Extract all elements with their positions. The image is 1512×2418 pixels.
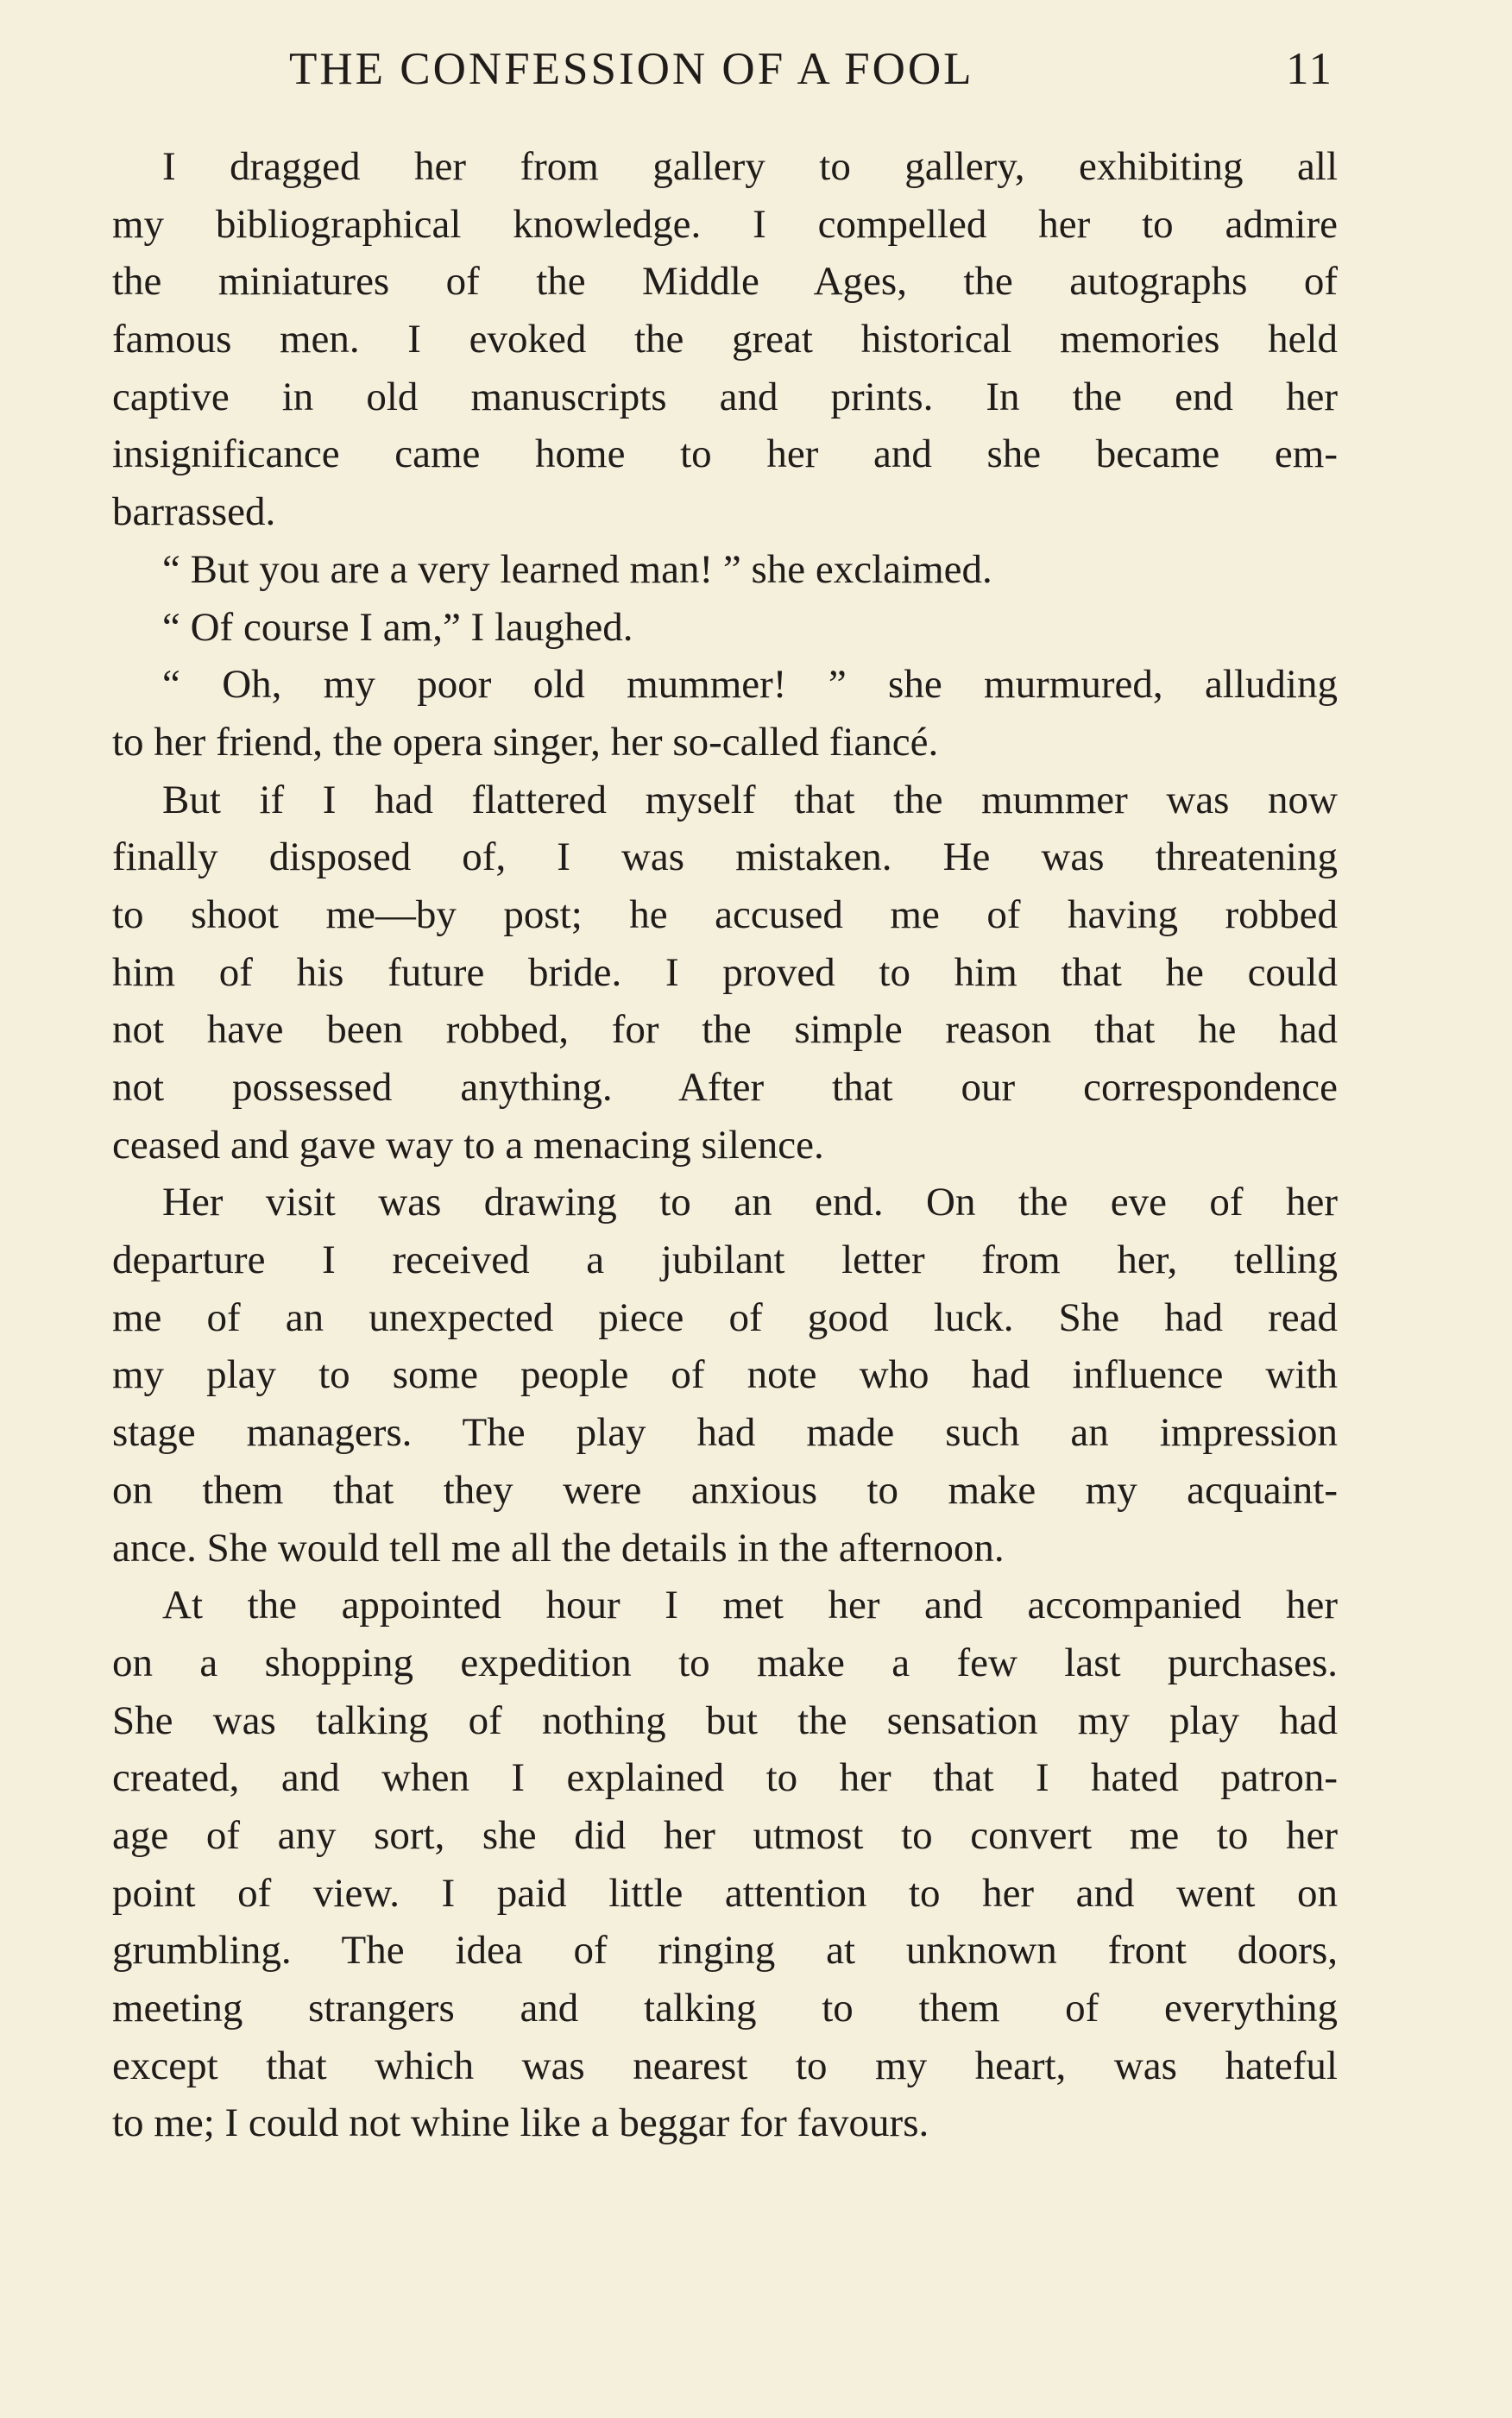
text-line: “ But you are a very learned man! ” she exclaimed.: [162, 546, 992, 592]
text-line: to her friend, the opera singer, her so-called fiancé.: [112, 719, 939, 765]
text-line: stage managers. The play had made such an impression: [112, 1410, 1338, 1456]
text-line: to shoot me—by post; he accused me of having robbed: [112, 891, 1338, 937]
text-line: insignificance came home to her and she became em-: [112, 431, 1338, 477]
text-line: ceased and gave way to a menacing silence.: [112, 1122, 824, 1168]
text-line: captive in old manuscripts and prints. In the end her: [112, 374, 1338, 419]
text-line: age of any sort, she did her utmost to convert me to her: [112, 1812, 1338, 1858]
text-line: meeting strangers and talking to them of everything: [112, 1986, 1338, 2031]
text-line: point of view. I paid little attention to her and went on: [112, 1870, 1338, 1916]
running-title: THE CONFESSION OF A FOOL: [289, 44, 974, 94]
text-line: I dragged her from gallery to gallery, exhibiting all: [162, 144, 1338, 189]
text-line: departure I received a jubilant letter from her, telling: [112, 1237, 1338, 1283]
text-line: my bibliographical knowledge. I compelled her to admire: [112, 201, 1338, 247]
text-line: At the appointed hour I met her and accompanied her: [162, 1583, 1338, 1628]
page-number: 11: [1285, 44, 1333, 94]
text-line: on a shopping expedition to make a few last purchases.: [112, 1640, 1338, 1685]
text-line: famous men. I evoked the great historical memories held: [112, 317, 1338, 362]
text-line: Her visit was drawing to an end. On the eve of her: [162, 1180, 1338, 1225]
text-line: me of an unexpected piece of good luck. She had read: [112, 1294, 1338, 1340]
text-line: my play to some people of note who had influence with: [112, 1352, 1338, 1398]
text-line: created, and when I explained to her that I hated patron-: [112, 1755, 1338, 1801]
text-line: “ Of course I am,” I laughed.: [162, 604, 633, 650]
text-line: grumbling. The idea of ringing at unknown front doors,: [112, 1928, 1338, 1974]
text-line: to me; I could not whine like a beggar for favours.: [112, 2100, 929, 2146]
text-line: She was talking of nothing but the sensation my play had: [112, 1697, 1338, 1743]
body-text: [112, 138, 1338, 2152]
running-head: [289, 43, 1333, 112]
text-line: But if I had flattered myself that the mummer was now: [162, 777, 1338, 822]
text-line: not possessed anything. After that our correspondence: [112, 1065, 1338, 1110]
text-line: him of his future bride. I proved to him that he could: [112, 949, 1338, 995]
text-line: on them that they were anxious to make my acquaint-: [112, 1467, 1338, 1513]
text-line: except that which was nearest to my heart, was hateful: [112, 2043, 1338, 2088]
text-line: not have been robbed, for the simple reason that he had: [112, 1007, 1338, 1053]
text-line: barrassed.: [112, 489, 276, 535]
text-line: the miniatures of the Middle Ages, the autographs of: [112, 259, 1338, 305]
text-line: ance. She would tell me all the details in the afternoon.: [112, 1525, 1005, 1571]
text-line: finally disposed of, I was mistaken. He was threatening: [112, 834, 1338, 880]
text-line: “ Oh, my poor old mummer! ” she murmured, alluding: [162, 662, 1338, 708]
